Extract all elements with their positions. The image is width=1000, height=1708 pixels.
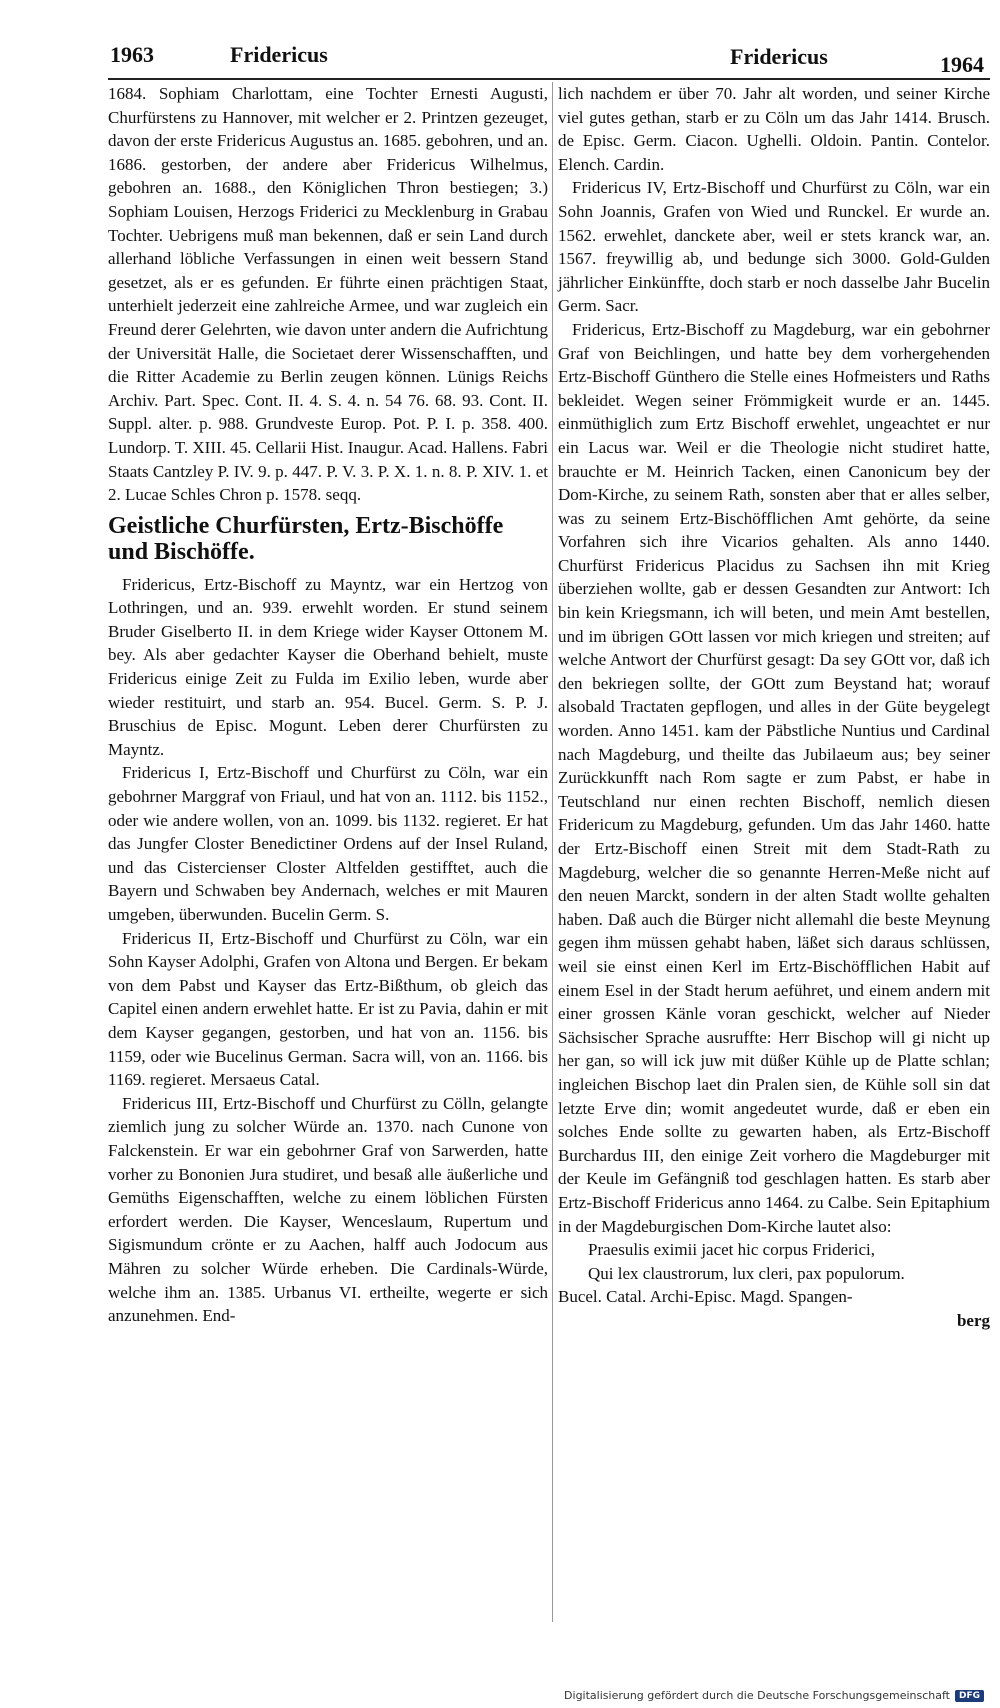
left-column bbox=[108, 82, 548, 1328]
citation-line: Bucel. Catal. Archi-Episc. Magd. Spangen- bbox=[558, 1287, 853, 1307]
page-header bbox=[110, 34, 990, 77]
header-rule bbox=[108, 78, 990, 80]
left-page-number: 1963 bbox=[110, 42, 154, 67]
column-divider bbox=[552, 82, 553, 1622]
epitaph-line: Praesulis eximii jacet hic corpus Friderici, bbox=[588, 1240, 876, 1260]
footer-text: Digitalisierung gefördert durch die Deutsche Forschungsgemeinschaft bbox=[564, 1689, 950, 1702]
right-column bbox=[558, 82, 990, 1332]
entry-paragraph: Fridericus IV, Ertz-Bischoff und Churfürst zu Cöln, war ein Sohn Joannis, Grafen von Wied und Runckel. Er wurde an. 1562. erwehlet, danckete aber, weil er stets kranck war, an. 1567. freywillig ab, und bedunge sich 3000. Gold-Gulden jährlicher Einkünffte, doch starb er noch dasselbe Jahr Bucelin Germ. Sacr. bbox=[558, 178, 990, 316]
left-running-head: Fridericus bbox=[230, 42, 328, 67]
entry-paragraph: 1684. Sophiam Charlottam, eine Tochter Ernesti Augusti, Churfürstens zu Hannover, mit welcher er 2. Printzen gezeuget, davon der erste Fridericus Augustus an. 1685. gebohren, und an. 1686. gestorben, der andere aber Fridericus Wilhelmus, gebohren an. 1688., den Königlichen Thron bestiegen; 3.) Sophiam Louisen, Herzogs Friderici zu Mecklenburg in Grabau Tochter. Uebrigens muß man bekennen, daß er sein Land durch allerhand löbliche Verfassungen in einen weit bessern Stand gesetzet, als er es gefunden. Er führte einen prächtigen Staat, unterhielt jederzeit eine zahlreiche Armee, und war zugleich ein Freund derer Gelehrten, wie davon unter andern die Aufrichtung der Universität Halle, die Societaet derer Wissenschafften, und die Ritter Academie zu Berlin zeugen können. Lünigs Reichs Archiv. Part. Spec. Cont. II. 4. S. 4. n. 54 76. 68. 93. Cont. II. Suppl. alter. p. 988. Grundveste Europ. Pot. P. I. p. 358. 400. Lundorp. T. XIII. 45. Cellarii Hist. Inaugur. Acad. Hallens. Fabri Staats Cantzley P. IV. 9. p. 447. P. V. 3. P. X. 1. n. 8. P. XIV. 1. et 2. Lucae Schles Chron p. 1578. seqq. bbox=[108, 84, 548, 505]
entry-paragraph: Fridericus II, Ertz-Bischoff und Churfürst zu Cöln, war ein Sohn Kayser Adolphi, Grafen von Altona und Bergen. Er bekam von dem Pabst und Kayser das Ertz-Bißthum, ob gleich das Capitel einen andern erwehlet hatte. Er ist zu Pavia, dahin er mit dem Kayser gegangen, gestorben, und hat von an. 1156. bis 1159, oder wie Bucelinus German. Sacra will, von an. 1166. bis 1169. regieret. Mersaeus Catal. bbox=[108, 928, 548, 1090]
dfg-logo: DFG bbox=[955, 1690, 984, 1702]
entry-paragraph: Fridericus, Ertz-Bischoff zu Magdeburg, war ein gebohrner Graf von Beichlingen, und hatte bey dem vorhergehenden Ertz-Bischoff Günthero die Stelle eines Hofmeisters und Raths bekleidet. Wegen seiner Frömmigkeit wurde er an. 1445. einmüthiglich zum Ertz Bischoff erwehlet, ungeachtet er nur ein Lacus war. Weil er die Theologie nicht studiret hatte, brauchte er M. Heinrich Tacken, einen Canonicum bey der Dom-Kirche, zu seinem Rath, sonsten aber that er alles selber, was zu seinem Ertz-Bischöfflichen Amt gehörte, da seine Vorfahren sich ihre Vicarios gehalten. Als anno 1440. Churfürst Fridericus Placidus zu Sachsen ihn mit Krieg überziehen wollte, gab er dessen Gesandten zur Antwort: Ich bin kein Kriegsmann, ich will beten, und mein Amt bestellen, und im übrigen GOtt lassen vor mich kriegen und streiten; auf welche Antwort der Churfürst gesagt: Da sey GOtt vor, daß ich den bekriegen sollte, der GOtt zum Beystand hat; worauf alsobald Tractaten gepflogen, und alles in der Güte beygelegt worden. Anno 1451. kam der Päbstliche Nuntius und Cardinal nach Magdeburg, und theilte das Jubilaeum aus; bey seiner Zurückkunfft nach Rom sagte er zum Pabst, er habe in Teutschland nur einen rechten Bischoff, nemlich diesen Fridericum zu Magdeburg, gefunden. Um das Jahr 1460. hatte der Ertz-Bischoff einen Streit mit dem Stadt-Rath zu Magdeburg, welcher die so genannte Herren-Meße nicht auf den neuen Marckt, sondern in der alten Stadt wollte gehalten haben. Daß auch die Bürger nicht allemahl die beste Meynung gegen ihm müssen gehabt haben, läßet sich daraus schlüssen, weil sie einst einen Kerl im Ertz-Bischöfflichen Habit auf einem Esel in der Stadt herum aeführet, und einem andern mit einer grossen Känle voran geschickt, welcher auf Nieder Sächsischer Sprache ausruffte: Herr Bischop will gi nicht up her gan, so will ick juw mit düßer Kühle up de Platte schlan; ingleichen Bischop laet din Pralen sien, de Kühle soll sin dat letzte Erve din; womit angedeutet wurde, daß er eben ein solches Ende sollte zu gewarten haben, als Ertz-Bischoff Burchardus III, den einige Zeit vorhero die Magdeburger mit der Keule im Gefängniß tod geschlagen hatten. Es starb aber Ertz-Bischoff Fridericus anno 1464. zu Calbe. Sein Epitaphium in der Magdeburgischen Dom-Kirche lautet also: bbox=[558, 319, 990, 1236]
catchword: berg bbox=[956, 1310, 990, 1330]
entry-paragraph: Fridericus, Ertz-Bischoff zu Mayntz, war ein Hertzog von Lothringen, und an. 939. erwehlt worden. Er stund seinem Bruder Giselberto II. in dem Kriege wider Kayser Ottonem M. bey. Als aber gedachter Kayser die Oberhand behielt, muste Fridericus einige Zeit zu Fulda im Exilio leben, wurde aber wieder restituirt, und starb an. 954. Bucel. Germ. S. P. J. Bruschius de Episc. Mogunt. Leben derer Churfürsten zu Mayntz. bbox=[108, 574, 548, 759]
entry-paragraph: Fridericus III, Ertz-Bischoff und Churfürst zu Cölln, gelangte ziemlich jung zu solcher Würde an. 1370. nach Cunone von Falckenstein. Er war ein gebohrner Graf von Sarwerden, hatte vorher zu Bononien Jura studiret, und besaß alle äußerliche und Gemüths Eigenschafften, welche zu einem löblichen Fürsten erfordert werden. Die Kayser, Wenceslaum, Rupertum und Sigismundum crönte er zu Aachen, halff auch Jodocum aus Mähren zu solcher Würde erheben. Die Cardinals-Würde, welche ihm an. 1385. Urbanus VI. ertheilte, wegerte er sich anzunehmen. End- bbox=[108, 1093, 548, 1326]
section-heading: Geistliche Churfürsten, Ertz-Bischöffe und Bischöffe. bbox=[108, 512, 504, 565]
epitaph-line: Qui lex claustrorum, lux cleri, pax populorum. bbox=[588, 1263, 905, 1283]
digitization-footer bbox=[564, 1689, 984, 1702]
right-page-number: 1964 bbox=[940, 52, 984, 77]
entry-paragraph: lich nachdem er über 70. Jahr alt worden, und seiner Kirche viel gutes gethan, starb er zu Cöln um das Jahr 1414. Brusch. de Episc. Germ. Ciacon. Ughelli. Oldoin. Pantin. Contelor. Elench. Cardin. bbox=[558, 84, 990, 174]
entry-paragraph: Fridericus I, Ertz-Bischoff und Churfürst zu Cöln, war ein gebohrner Marggraf von Friaul, und hat von an. 1112. bis 1152., oder wie andere wollen, von an. 1099. bis 1132. regieret. Er hat das Jungfer Closter Benedictiner Ordens auf der Insel Ruland, und das Cistercienser Closter Altfelden gestifftet, auch die Bayern und Schwaben bey Andernach, welches er mit Mauren umgeben, überwunden. Bucelin Germ. S. bbox=[108, 763, 548, 924]
right-running-head: Fridericus bbox=[730, 44, 828, 69]
